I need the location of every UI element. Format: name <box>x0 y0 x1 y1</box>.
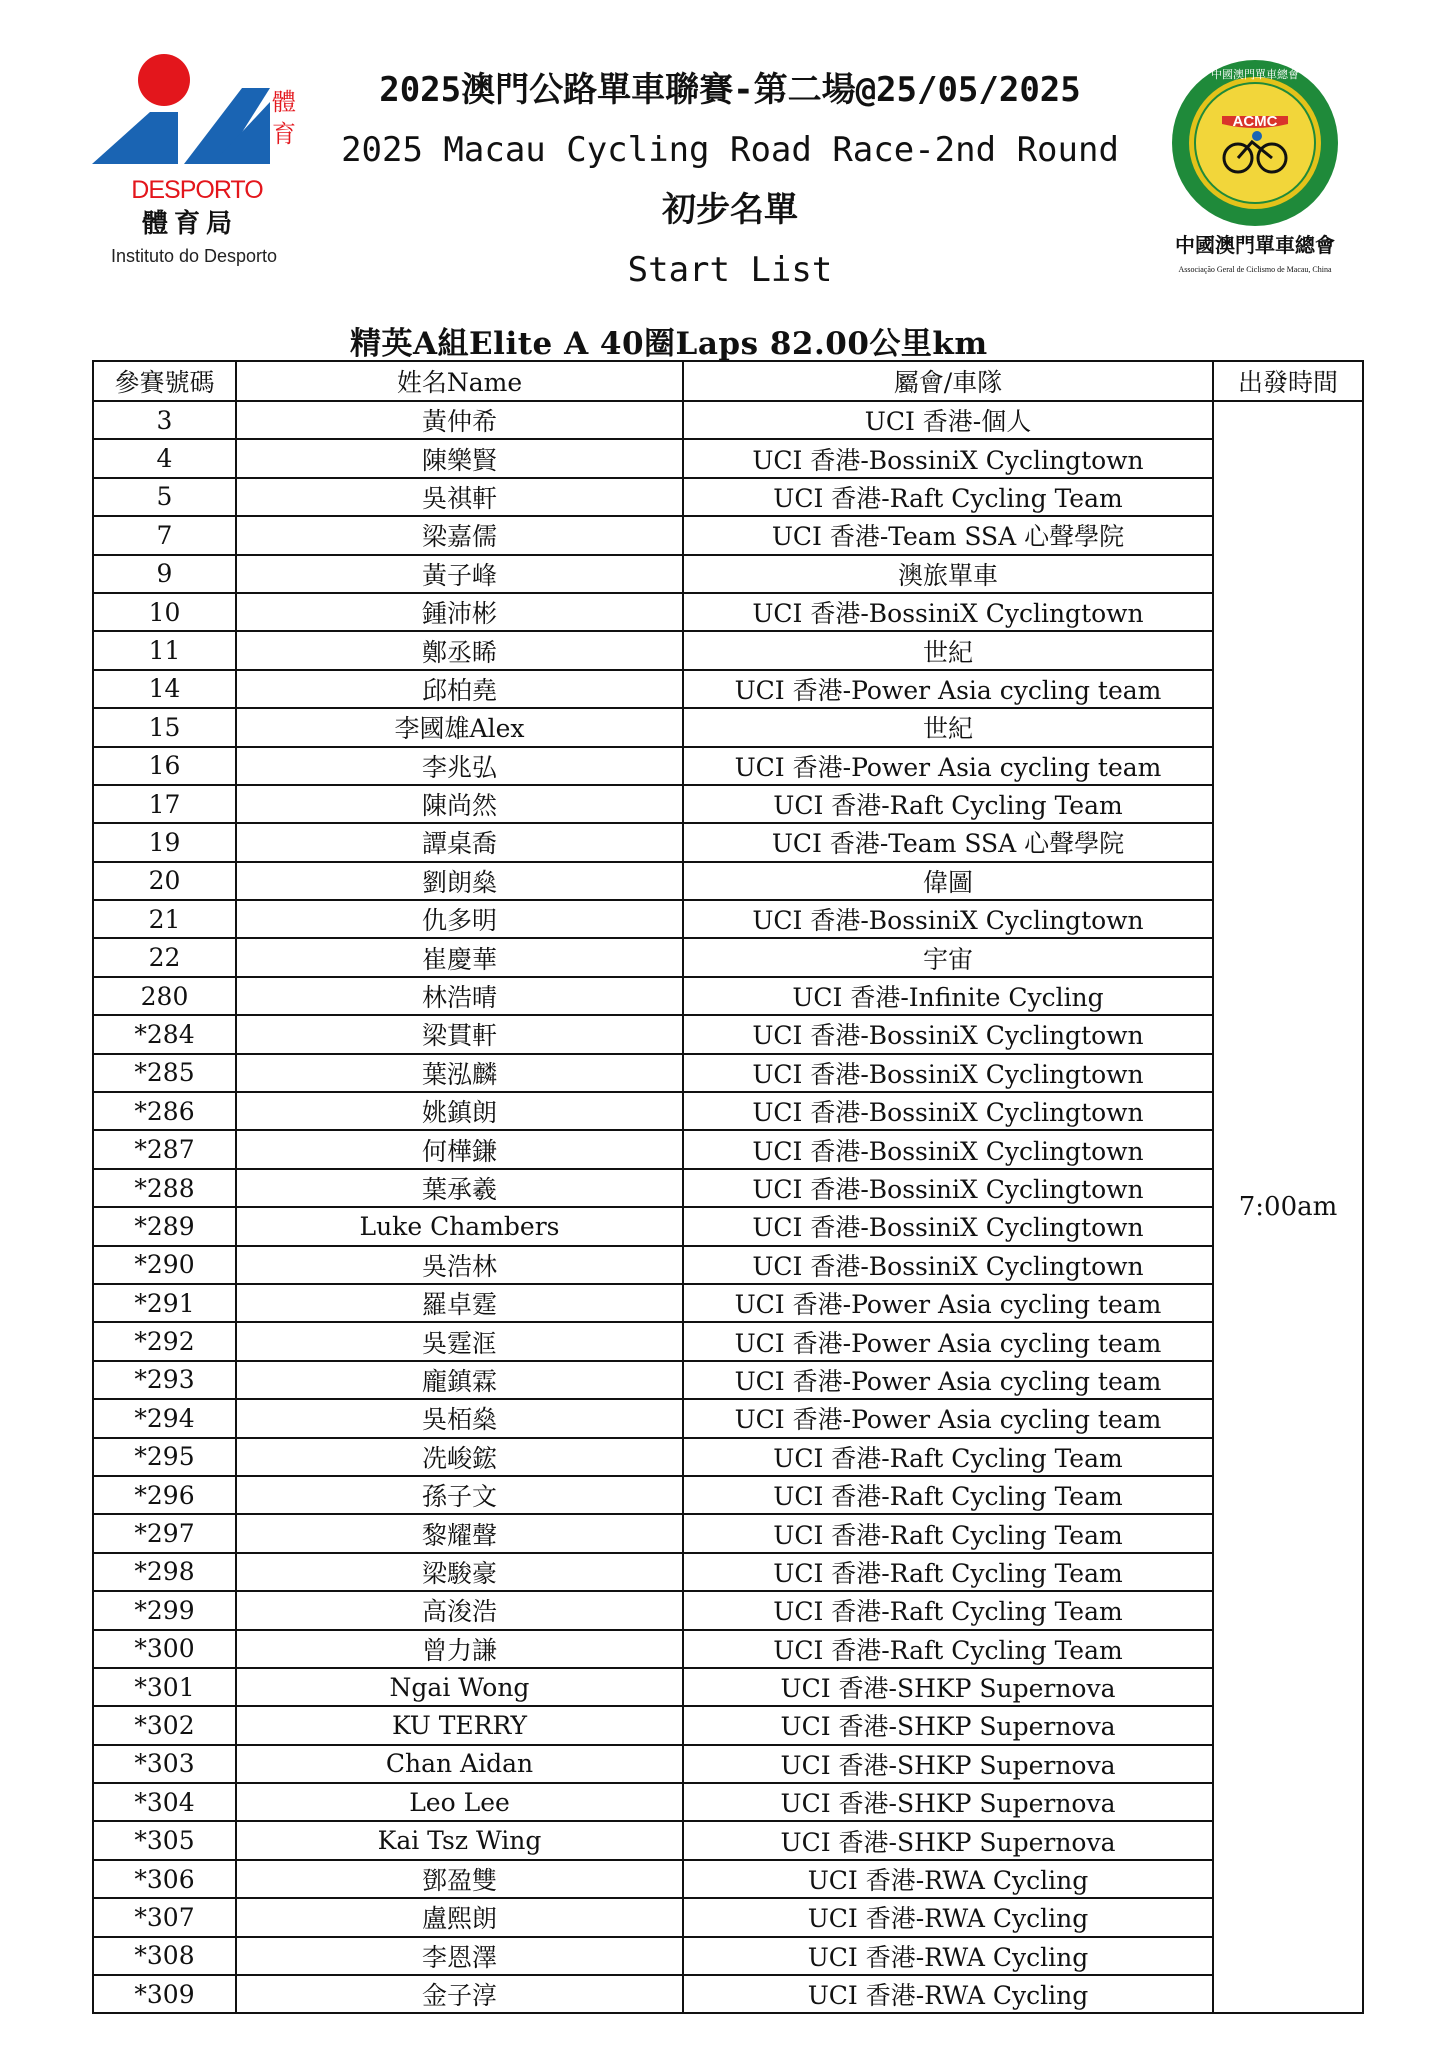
cell-team: UCI 香港-SHKP Supernova <box>683 1668 1213 1706</box>
cell-no: 3 <box>93 401 236 439</box>
cell-no: *298 <box>93 1553 236 1591</box>
table-row <box>93 631 1363 669</box>
cell-team: UCI 香港-Power Asia cycling team <box>683 1361 1213 1399</box>
cell-no: *307 <box>93 1898 236 1936</box>
table-row <box>93 747 1363 785</box>
cell-team: UCI 香港-Team SSA 心聲學院 <box>683 823 1213 861</box>
desporto-logo <box>92 46 302 286</box>
cell-name: Ngai Wong <box>236 1668 683 1706</box>
cell-no: *293 <box>93 1361 236 1399</box>
table-row <box>93 1130 1363 1168</box>
cell-name: 鄭丞睎 <box>236 631 683 669</box>
cell-no: *297 <box>93 1514 236 1552</box>
cell-name: 仇多明 <box>236 900 683 938</box>
cell-no: *295 <box>93 1438 236 1476</box>
cell-name: 曾力謙 <box>236 1630 683 1668</box>
cell-name: 吳霆洭 <box>236 1322 683 1360</box>
cell-no: *309 <box>93 1975 236 2013</box>
cell-no: *292 <box>93 1322 236 1360</box>
cell-team: UCI 香港-Raft Cycling Team <box>683 478 1213 516</box>
table-row <box>93 439 1363 477</box>
cell-name: 黎耀聲 <box>236 1514 683 1552</box>
cell-no: *286 <box>93 1092 236 1130</box>
cell-team: UCI 香港-Power Asia cycling team <box>683 747 1213 785</box>
cell-team: UCI 香港-Raft Cycling Team <box>683 1514 1213 1552</box>
cell-no: 280 <box>93 977 236 1015</box>
cell-no: 19 <box>93 823 236 861</box>
svg-text:體育局: 體育局 <box>141 209 239 239</box>
cell-name: 葉泓麟 <box>236 1054 683 1092</box>
cell-name: 鍾沛彬 <box>236 593 683 631</box>
cell-team: UCI 香港-Team SSA 心聲學院 <box>683 516 1213 554</box>
cell-no: *284 <box>93 1015 236 1053</box>
table-row <box>93 1553 1363 1591</box>
cell-name: 姚鎮朗 <box>236 1092 683 1130</box>
cell-name: 崔慶華 <box>236 938 683 976</box>
start-time-cell: 7:00am <box>1213 401 1363 2013</box>
table-row <box>93 1322 1363 1360</box>
table-row <box>93 1591 1363 1629</box>
cell-team: UCI 香港-BossiniX Cyclingtown <box>683 1169 1213 1207</box>
cell-name: 黃仲希 <box>236 401 683 439</box>
cell-name: Kai Tsz Wing <box>236 1821 683 1859</box>
cell-team: UCI 香港-SHKP Supernova <box>683 1745 1213 1783</box>
table-row <box>93 1937 1363 1975</box>
cell-no: *294 <box>93 1399 236 1437</box>
cell-team: UCI 香港-Raft Cycling Team <box>683 1591 1213 1629</box>
table-row <box>93 516 1363 554</box>
table-header-row <box>93 361 1363 401</box>
cell-no: *296 <box>93 1476 236 1514</box>
table-row <box>93 900 1363 938</box>
table-row <box>93 401 1363 439</box>
svg-text:體: 體 <box>272 88 296 116</box>
cell-name: 鄧盈雙 <box>236 1860 683 1898</box>
cell-name: 梁嘉儒 <box>236 516 683 554</box>
cell-no: *291 <box>93 1284 236 1322</box>
cell-name: 邱柏堯 <box>236 670 683 708</box>
table-row <box>93 1860 1363 1898</box>
cell-no: *301 <box>93 1668 236 1706</box>
table-row <box>93 1361 1363 1399</box>
table-row <box>93 823 1363 861</box>
cell-no: *285 <box>93 1054 236 1092</box>
table-row <box>93 1246 1363 1284</box>
table-row <box>93 1975 1363 2013</box>
cell-team: UCI 香港-Power Asia cycling team <box>683 1399 1213 1437</box>
cell-team: UCI 香港-Raft Cycling Team <box>683 1476 1213 1514</box>
cell-team: UCI 香港-BossiniX Cyclingtown <box>683 1246 1213 1284</box>
cell-no: 20 <box>93 862 236 900</box>
cell-no: *304 <box>93 1783 236 1821</box>
cell-team: UCI 香港-Raft Cycling Team <box>683 1553 1213 1591</box>
table-row <box>93 1399 1363 1437</box>
cell-name: 林浩晴 <box>236 977 683 1015</box>
cell-team: UCI 香港-BossiniX Cyclingtown <box>683 1092 1213 1130</box>
cell-name: 葉承羲 <box>236 1169 683 1207</box>
table-row <box>93 1476 1363 1514</box>
cell-no: 21 <box>93 900 236 938</box>
cell-team: UCI 香港-BossiniX Cyclingtown <box>683 1054 1213 1092</box>
cell-name: 高浚浩 <box>236 1591 683 1629</box>
cell-no: 17 <box>93 785 236 823</box>
cell-team: UCI 香港-BossiniX Cyclingtown <box>683 439 1213 477</box>
cell-team: UCI 香港-Raft Cycling Team <box>683 1630 1213 1668</box>
table-row <box>93 1015 1363 1053</box>
cell-team: UCI 香港-Infinite Cycling <box>683 977 1213 1015</box>
header-name: 姓名Name <box>236 361 683 401</box>
table-row <box>93 1054 1363 1092</box>
svg-text:ACMC: ACMC <box>1232 113 1278 130</box>
table-row <box>93 555 1363 593</box>
cell-team: UCI 香港-RWA Cycling <box>683 1975 1213 2013</box>
cell-name: 龐鎮霖 <box>236 1361 683 1399</box>
cell-name: 黃子峰 <box>236 555 683 593</box>
table-row <box>93 977 1363 1015</box>
cell-no: *290 <box>93 1246 236 1284</box>
cell-name: 吳浩林 <box>236 1246 683 1284</box>
cell-team: 澳旅單車 <box>683 555 1213 593</box>
document-titles <box>330 60 1130 300</box>
table-row <box>93 593 1363 631</box>
table-row <box>93 1745 1363 1783</box>
cell-team: UCI 香港-RWA Cycling <box>683 1860 1213 1898</box>
table-row <box>93 1207 1363 1245</box>
cell-no: 5 <box>93 478 236 516</box>
start-list-table <box>92 360 1364 2014</box>
svg-text:育: 育 <box>272 120 296 148</box>
cell-no: 16 <box>93 747 236 785</box>
header-time: 出發時間 <box>1213 361 1363 401</box>
cell-name: 梁駿豪 <box>236 1553 683 1591</box>
title-en: 2025 Macau Cycling Road Race-2nd Round <box>341 130 1119 170</box>
cell-name: Chan Aidan <box>236 1745 683 1783</box>
table-row <box>93 1284 1363 1322</box>
cell-name: 譚桌喬 <box>236 823 683 861</box>
cell-no: *302 <box>93 1706 236 1744</box>
cell-no: *299 <box>93 1591 236 1629</box>
cell-no: *288 <box>93 1169 236 1207</box>
cell-team: UCI 香港-BossiniX Cyclingtown <box>683 1015 1213 1053</box>
cell-name: 吳栢燊 <box>236 1399 683 1437</box>
table-row <box>93 1169 1363 1207</box>
cell-no: 11 <box>93 631 236 669</box>
cell-name: 劉朗燊 <box>236 862 683 900</box>
cell-team: UCI 香港-BossiniX Cyclingtown <box>683 1130 1213 1168</box>
cell-name: 何樺鎌 <box>236 1130 683 1168</box>
cell-team: UCI 香港-Power Asia cycling team <box>683 1322 1213 1360</box>
cell-team: UCI 香港-SHKP Supernova <box>683 1706 1213 1744</box>
cell-name: KU TERRY <box>236 1706 683 1744</box>
cell-name: 冼峻鋐 <box>236 1438 683 1476</box>
cell-team: UCI 香港-Power Asia cycling team <box>683 670 1213 708</box>
cell-team: UCI 香港-SHKP Supernova <box>683 1783 1213 1821</box>
cell-no: 4 <box>93 439 236 477</box>
table-row <box>93 1438 1363 1476</box>
cell-name: 李兆弘 <box>236 747 683 785</box>
table-row <box>93 708 1363 746</box>
cell-team: UCI 香港-Power Asia cycling team <box>683 1284 1213 1322</box>
header-team: 屬會/車隊 <box>683 361 1213 401</box>
cell-team: 偉圖 <box>683 862 1213 900</box>
table-row <box>93 1092 1363 1130</box>
svg-text:Instituto do Desporto: Instituto do Desporto <box>110 246 278 266</box>
cell-team: 世紀 <box>683 631 1213 669</box>
subtitle-cn: 初步名單 <box>662 190 798 230</box>
acmc-emblem-icon <box>1160 58 1350 288</box>
table-body <box>93 401 1363 2013</box>
cell-team: UCI 香港-Raft Cycling Team <box>683 785 1213 823</box>
cell-name: Leo Lee <box>236 1783 683 1821</box>
cell-no: *308 <box>93 1937 236 1975</box>
cell-name: 金子淳 <box>236 1975 683 2013</box>
cell-no: 9 <box>93 555 236 593</box>
cell-name: 陳尚然 <box>236 785 683 823</box>
svg-text:中國澳門單車總會: 中國澳門單車總會 <box>1211 68 1299 81</box>
cell-name: 孫子文 <box>236 1476 683 1514</box>
svg-text:Associação Geral de Ciclismo d: Associação Geral de Ciclismo de Macau, China <box>1178 265 1332 274</box>
cell-team: UCI 香港-SHKP Supernova <box>683 1821 1213 1859</box>
svg-text:DESPORTO: DESPORTO <box>131 176 263 204</box>
table-row <box>93 1898 1363 1936</box>
cell-name: 陳樂賢 <box>236 439 683 477</box>
table-row <box>93 1821 1363 1859</box>
table-row <box>93 1630 1363 1668</box>
table-row <box>93 1514 1363 1552</box>
cell-team: UCI 香港-BossiniX Cyclingtown <box>683 593 1213 631</box>
cell-name: 羅卓霆 <box>236 1284 683 1322</box>
cell-no: 10 <box>93 593 236 631</box>
cell-no: *300 <box>93 1630 236 1668</box>
cell-team: UCI 香港-BossiniX Cyclingtown <box>683 1207 1213 1245</box>
cell-team: UCI 香港-RWA Cycling <box>683 1898 1213 1936</box>
table-row <box>93 670 1363 708</box>
cell-team: 宇宙 <box>683 938 1213 976</box>
cell-no: 15 <box>93 708 236 746</box>
cell-no: *289 <box>93 1207 236 1245</box>
cell-name: 李國雄Alex <box>236 708 683 746</box>
cell-no: 7 <box>93 516 236 554</box>
cell-no: 14 <box>93 670 236 708</box>
category-heading: 精英A組Elite A 40圈Laps 82.00公里km <box>350 326 988 362</box>
cell-no: *303 <box>93 1745 236 1783</box>
cell-name: 梁貫軒 <box>236 1015 683 1053</box>
cell-team: 世紀 <box>683 708 1213 746</box>
cell-team: UCI 香港-RWA Cycling <box>683 1937 1213 1975</box>
table-row <box>93 1783 1363 1821</box>
table-row <box>93 785 1363 823</box>
table-row <box>93 1668 1363 1706</box>
cell-no: 22 <box>93 938 236 976</box>
cell-no: *305 <box>93 1821 236 1859</box>
header-no: 參賽號碼 <box>93 361 236 401</box>
title-cn: 2025澳門公路單車聯賽-第二場@25/05/2025 <box>379 70 1081 110</box>
cell-team: UCI 香港-BossiniX Cyclingtown <box>683 900 1213 938</box>
table-row <box>93 938 1363 976</box>
svg-text:中國澳門單車總會: 中國澳門單車總會 <box>1175 233 1335 257</box>
acmc-logo <box>1160 58 1350 288</box>
cell-team: UCI 香港-Raft Cycling Team <box>683 1438 1213 1476</box>
cell-name: 李恩澤 <box>236 1937 683 1975</box>
cell-name: 盧熙朗 <box>236 1898 683 1936</box>
table-row <box>93 862 1363 900</box>
table-row <box>93 1706 1363 1744</box>
desporto-emblem-icon <box>92 46 302 286</box>
cell-no: *287 <box>93 1130 236 1168</box>
cell-no: *306 <box>93 1860 236 1898</box>
cell-team: UCI 香港-個人 <box>683 401 1213 439</box>
cell-name: 吳祺軒 <box>236 478 683 516</box>
table-row <box>93 478 1363 516</box>
subtitle-en: Start List <box>627 250 833 290</box>
cell-name: Luke Chambers <box>236 1207 683 1245</box>
